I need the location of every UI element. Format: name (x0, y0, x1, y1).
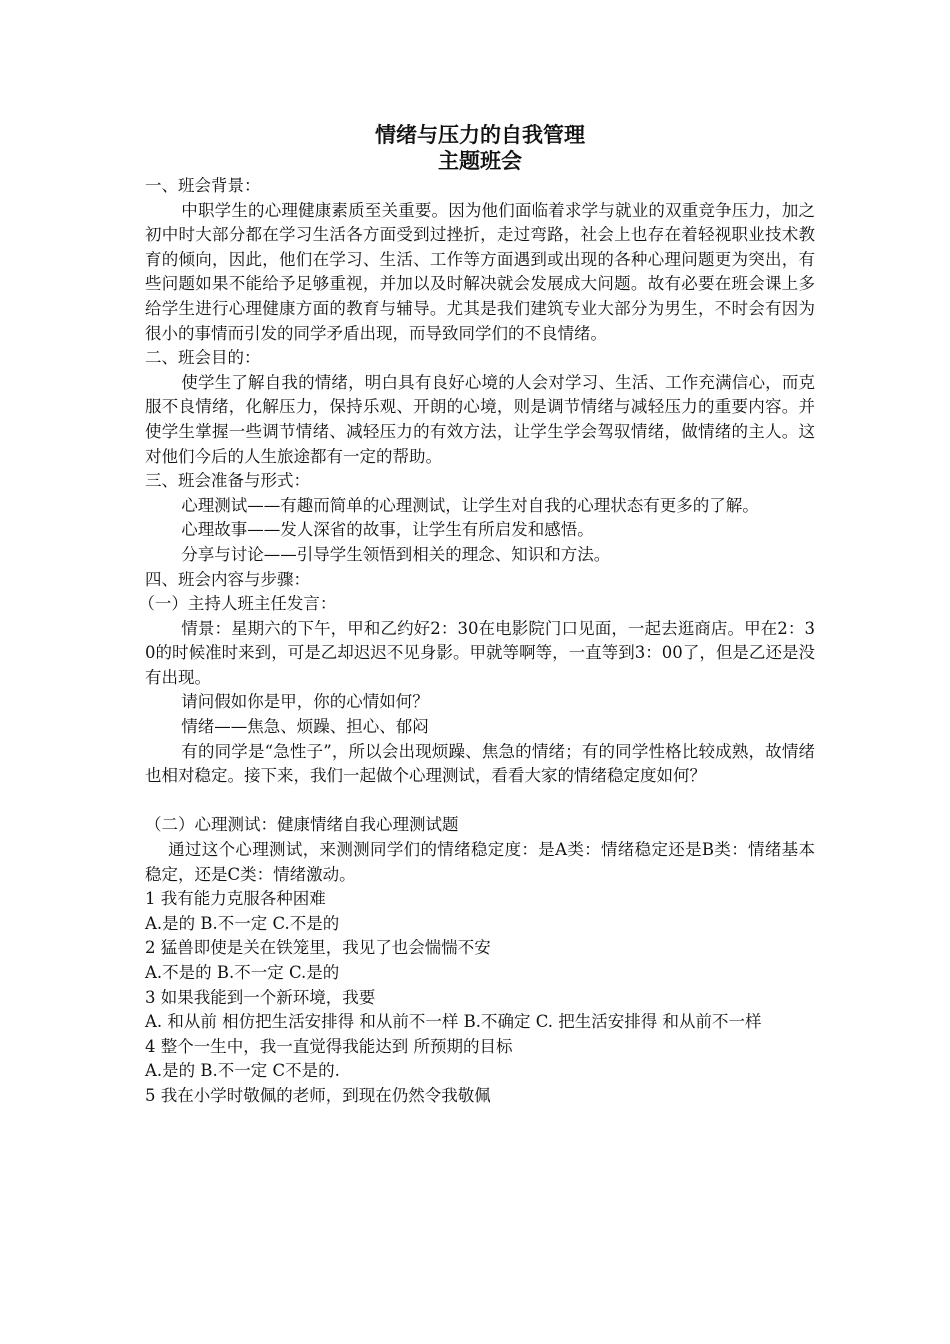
section-2-body: 使学生了解自我的情绪，明白具有良好心境的人会对学习、生活、工作充满信心，而克服不良情绪，化解压力，保持乐观、开朗的心境，则是调节情绪与减轻压力的重要内容。并使学生掌握一些调节情绪、减轻压力的有效方法，让学生学会驾驭情绪，做情绪的主人。这对他们今后的人生旅途都有一定的帮助。 (145, 372, 815, 466)
blank-line (145, 789, 815, 814)
question-options: A.是的 B.不一定 C不是的. (145, 1061, 340, 1081)
section-3-item: 分享与讨论——引导学生领悟到相关的理念、知识和方法。 (181, 544, 611, 564)
section-3-item: 心理测试——有趣而简单的心理测试，让学生对自我的心理状态有更多的了解。 (181, 495, 759, 515)
question-text: 2 猛兽即使是关在铁笼里，我见了也会惴惴不安 (145, 938, 491, 958)
doc-title (145, 122, 815, 174)
emotion-paragraph: 情绪——焦急、烦躁、担心、郁闷 (181, 717, 429, 737)
section-4-sub-1: （一）主持人班主任发言： (138, 594, 337, 614)
section-4-sub-2: （二）心理测试：健康情绪自我心理测试题 (145, 815, 459, 835)
question-options: A.是的 B.不一定 C.不是的 (145, 913, 340, 933)
question-options: A.不是的 B.不一定 C.是的 (145, 963, 340, 982)
question-options: A. 和从前 相仿把生活安排得 和从前不一样 B.不确定 C. 把生活安排得 和从前不一样 (145, 1012, 762, 1032)
question-text: 3 如果我能到一个新环境，我要 (145, 987, 376, 1007)
scenario-paragraph: 情景：星期六的下午，甲和乙约好2：30在电影院门口见面，一起去逛商店。甲在2：30的时候准时来到，可是乙却迟迟不见身影。甲就等啊等，一直等到3：00了，但是乙还是没有出现。 (145, 618, 815, 687)
section-4-heading: 四、班会内容与步骤： (145, 569, 310, 589)
question-text: 1 我有能力克服各种困难 (145, 889, 326, 909)
question-text: 4 整个一生中，我一直觉得我能达到 所预期的目标 (145, 1036, 513, 1056)
document-body (138, 122, 815, 1109)
section-3-item: 心理故事——发人深省的故事，让学生有所启发和感悟。 (181, 520, 594, 540)
section-1-heading: 一、班会背景： (145, 176, 261, 195)
section-3-heading: 三、班会准备与形式： (145, 471, 310, 491)
test-intro-paragraph: 通过这个心理测试，来测测同学们的情绪稳定度：是A类：情绪稳定还是B类：情绪基本稳定，还是C类：情绪激动。 (145, 840, 815, 884)
title-line-2: 主题班会 (438, 148, 522, 173)
question-text: 5 我在小学时敬佩的老师，到现在仍然令我敬佩 (145, 1085, 491, 1105)
title-line-1: 情绪与压力的自我管理 (375, 122, 585, 147)
question-paragraph: 请问假如你是甲，你的心情如何？ (181, 692, 429, 712)
section-2-heading: 二、班会目的： (145, 348, 261, 368)
section-1-body: 中职学生的心理健康素质至关重要。因为他们面临着求学与就业的双重竞争压力，加之初中时大部分都在学习生活各方面受到过挫折，走过弯路，社会上也存在着轻视职业技术教育的倾向，因此，他们在学习、生活、工作等方面遇到或出现的各种心理问题更为突出，有些问题如果不能给予足够重视，并加以及时解决就会发展成大问题。故有必要在班会课上多给学生进行心理健康方面的教育与辅导。尤其是我们建筑专业大部分为男生，不时会有因为很小的事情而引发的同学矛盾出现，而导致同学们的不良情绪。 (145, 200, 815, 343)
temperament-paragraph: 有的同学是“急性子”，所以会出现烦躁、焦急的情绪；有的同学性格比较成熟，故情绪也相对稳定。接下来，我们一起做个心理测试，看看大家的情绪稳定度如何？ (145, 741, 815, 786)
